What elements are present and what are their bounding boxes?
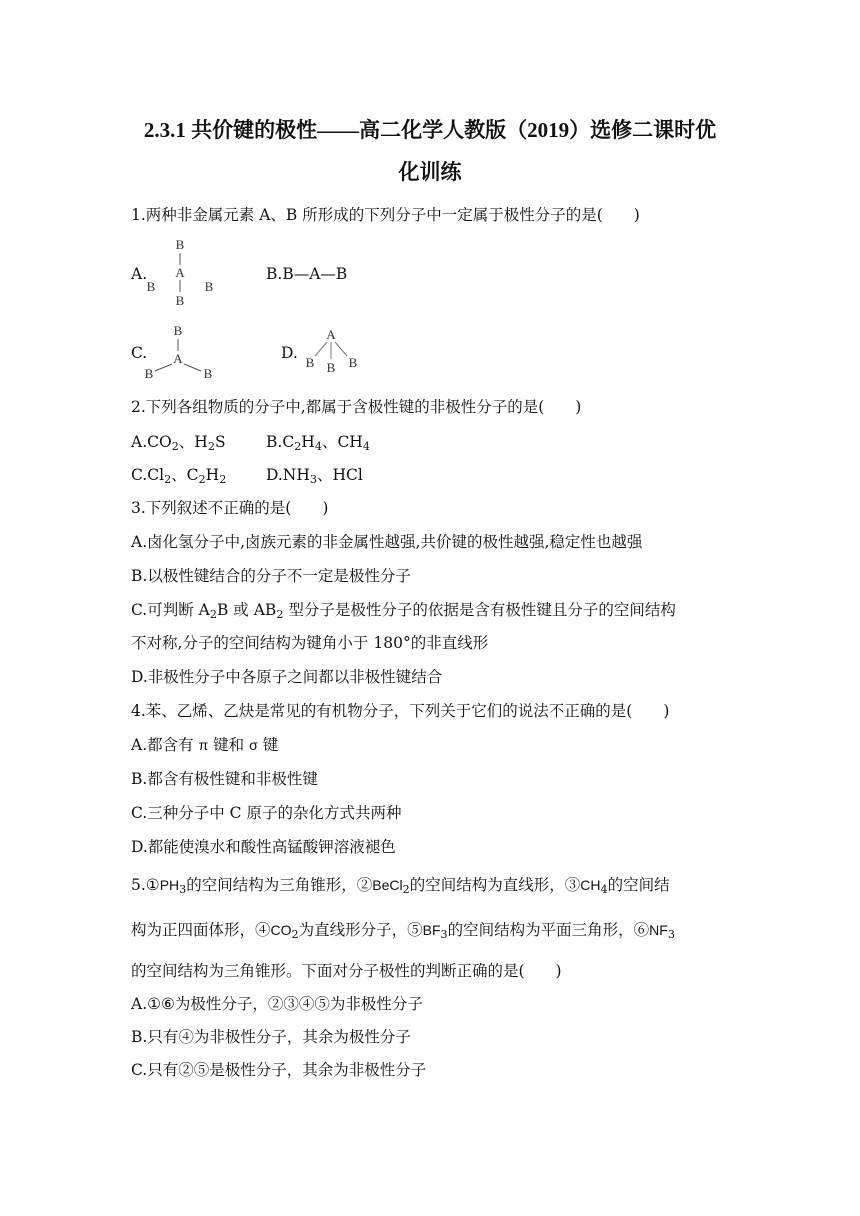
q4-option-a: A.都含有 π 键和 σ 键: [131, 736, 279, 754]
q1-option-d-structure: [300, 326, 364, 374]
atom-b-bottom: B: [175, 293, 185, 308]
bond-left: [315, 342, 327, 356]
title-line-2: 化训练: [398, 160, 462, 184]
q4-option-b: B.都含有极性键和非极性键: [131, 770, 318, 788]
atom-b-right: B: [204, 279, 214, 294]
q1-option-c-structure: [140, 320, 220, 382]
q2-option-a: $A.CO_2$、$H_2S$: [131, 433, 226, 453]
q3-stem: 3.下列叙述不正确的是( ): [131, 499, 329, 517]
q1-option-d-label: D.: [281, 344, 298, 362]
atom-a-center: A: [173, 351, 183, 366]
q1-option-c-label: C.: [131, 344, 148, 362]
atom-a-center: A: [175, 265, 185, 280]
q2-option-b: $B.C_2H_4$、$CH_4$: [266, 433, 370, 453]
atom-b-right: B: [348, 355, 358, 370]
q2-stem: 2.下列各组物质的分子中,都属于含极性键的非极性分子的是( ): [131, 398, 582, 416]
atom-b-top: B: [175, 237, 185, 252]
atom-b-right: B: [203, 366, 213, 381]
q5-option-b: B.只有④为非极性分子，其余为极性分子: [131, 1028, 411, 1046]
q4-option-c: C.三种分子中 C 原子的杂化方式共两种: [131, 804, 402, 822]
q1-stem: 1.两种非金属元素 A、B 所形成的下列分子中一定属于极性分子的是( ): [131, 206, 640, 224]
atom-b-left: B: [305, 355, 315, 370]
q5-option-c: C.只有②⑤是极性分子，其余为非极性分子: [131, 1061, 427, 1079]
q5-stem-line-2: 构为正四面体形，$④CO_2$为直线形分子，$⑤BF_3$的空间结构为平面三角形，$⑥NF_3$: [131, 921, 675, 941]
q3-option-d: D.非极性分子中各原子之间都以非极性键结合: [131, 668, 443, 686]
bond-right: [335, 342, 347, 356]
atom-b-left: B: [144, 366, 154, 381]
q1-option-b: B.B—A—B: [266, 265, 348, 283]
q2-option-d: $D.NH_3$、HCl: [266, 466, 363, 486]
atom-b-middle: B: [326, 360, 336, 374]
q3-option-b: B.以极性键结合的分子不一定是极性分子: [131, 567, 411, 585]
title-line-1: 2.3.1 共价键的极性——高二化学人教版（2019）选修二课时优: [143, 118, 717, 142]
q5-stem-line-1: $5.①PH_3$的空间结构为三角锥形，②BeCl$_2$的空间结构为直线形，$③CH_4$的空间结: [131, 876, 670, 896]
atom-b-left: B: [146, 279, 156, 294]
q3-option-c: C.可判断 $A_2B$ 或 $AB_2$ 型分子是极性分子的依据是含有极性键且分子的空间结构: [131, 601, 676, 621]
q1-option-a-label: A.: [131, 265, 148, 283]
bond-right: [184, 364, 201, 371]
atom-b-top: B: [173, 323, 183, 338]
q1-option-a-structure: [140, 234, 220, 314]
atom-a-top: A: [326, 327, 336, 342]
q4-stem: 4.苯、乙烯、乙炔是常见的有机物分子，下列关于它们的说法不正确的是( ): [131, 702, 670, 720]
q2-option-c: $C.Cl_2$、$C_2H_2$: [131, 466, 227, 486]
q3-option-a: A.卤化氢分子中,卤族元素的非金属性越强,共价键的极性越强,稳定性也越强: [131, 533, 643, 551]
q4-option-d: D.都能使溴水和酸性高锰酸钾溶液褪色: [131, 838, 396, 856]
q3-option-c-continued: 不对称,分子的空间结构为键角小于 180°的非直线形: [131, 634, 489, 652]
q5-stem-line-3: 的空间结构为三角锥形。下面对分子极性的判断正确的是( ): [131, 962, 562, 980]
q5-option-a: A.①⑥为极性分子，②③④⑤为非极性分子: [131, 995, 423, 1013]
bond-left: [155, 364, 172, 371]
